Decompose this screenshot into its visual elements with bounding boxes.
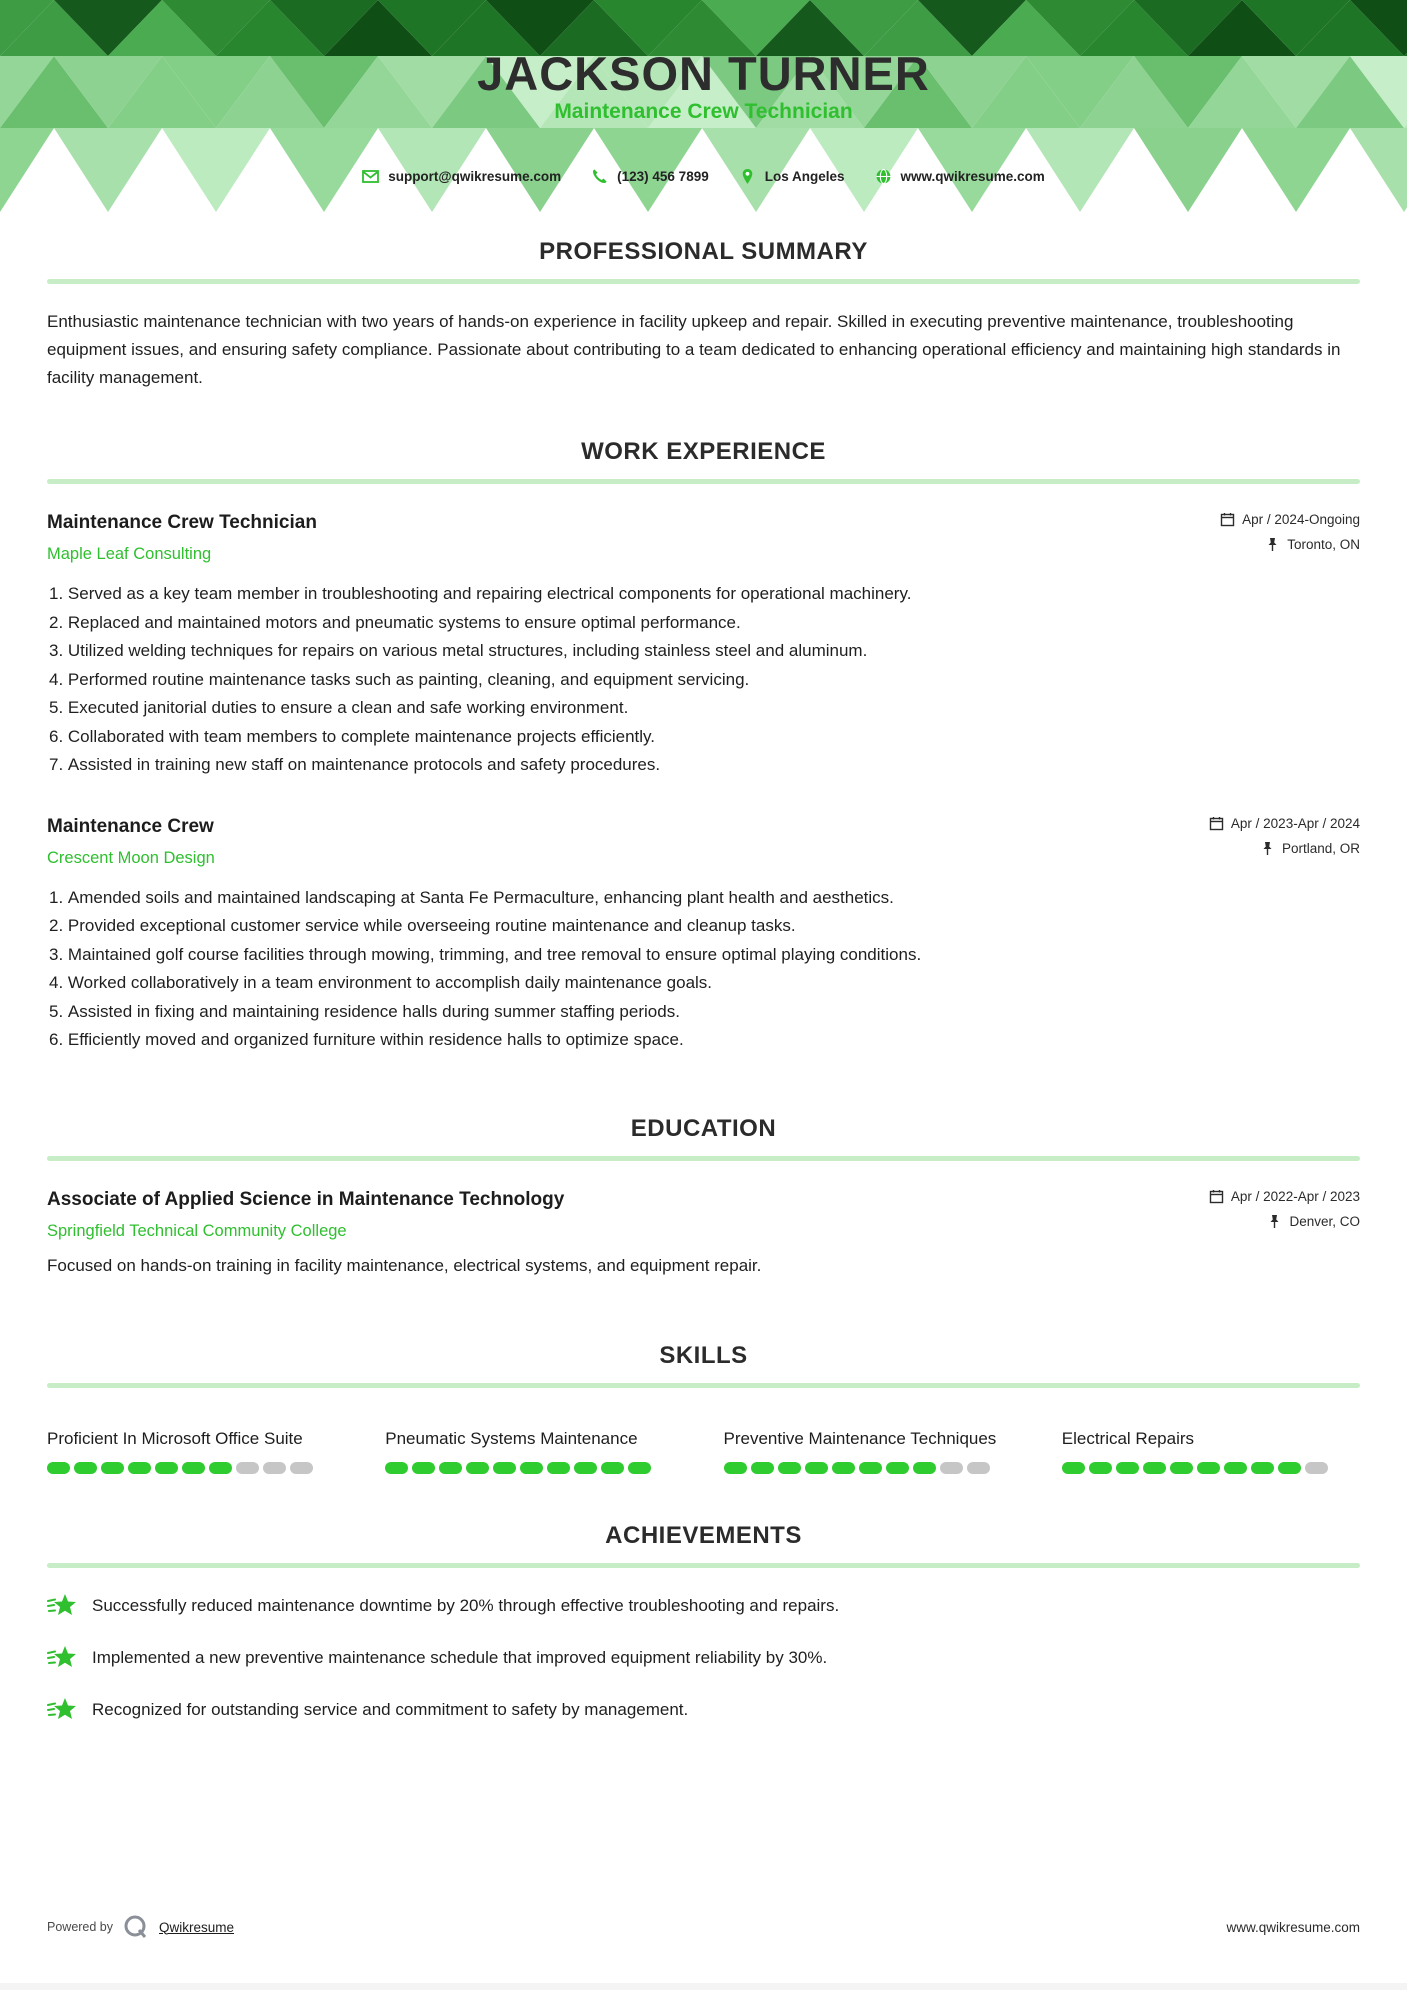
skill-dot-filled [574,1462,597,1474]
skill-dot-filled [493,1462,516,1474]
skill-dot-filled [385,1462,408,1474]
skill-dot-filled [128,1462,151,1474]
skill-dot-filled [101,1462,124,1474]
skill-dot-filled [466,1462,489,1474]
skill-dot-filled [439,1462,462,1474]
skill-level-meter [1062,1462,1360,1474]
skill-dot-filled [1089,1462,1112,1474]
section-work-experience [47,438,1360,1055]
job-bullet: 1. Served as a key team member in troubleshooting and repairing electrical components for operational machinery. [49,580,1360,609]
skill-level-meter [385,1462,683,1474]
job-bullet: 6. Efficiently moved and organized furniture within residence halls to optimize space. [49,1026,1360,1055]
skill-dot-filled [886,1462,909,1474]
skill-dot-filled [601,1462,624,1474]
summary-heading: PROFESSIONAL SUMMARY [539,238,868,265]
skill-dot-filled [724,1462,747,1474]
skills-grid [47,1426,1360,1474]
skill-level-meter [724,1462,1022,1474]
section-skills [47,1342,1360,1474]
job-bullet: 4. Performed routine maintenance tasks such as painting, cleaning, and equipment servicing. [49,666,1360,695]
job-bullet: 7. Assisted in training new staff on maintenance protocols and safety procedures. [49,751,1360,780]
skill-dot-filled [1224,1462,1247,1474]
contact-phone [591,168,709,185]
skill-dot-filled [751,1462,774,1474]
job-dates [1209,816,1360,831]
section-divider [47,479,1360,484]
skill-dot-filled [182,1462,205,1474]
pushpin-icon [1267,1214,1282,1229]
section-divider [47,279,1360,284]
achievements-list [47,1592,1360,1724]
skill-dot-empty [967,1462,990,1474]
skill-label: Electrical Repairs [1061,1428,1195,1448]
contact-email-text: support@qwikresume.com [388,169,562,184]
qwikresume-link[interactable]: Qwikresume [159,1919,235,1935]
education-location-text: Denver, CO [1289,1213,1360,1229]
skill-dot-empty [1305,1462,1328,1474]
job-title-subtitle: Maintenance Crew Technician [554,100,853,123]
contact-location-text: Los Angeles [764,169,845,184]
skill-dot-filled [209,1462,232,1474]
skill-dot-filled [1251,1462,1274,1474]
job-entry [47,816,1360,1055]
skill-item [1062,1426,1360,1474]
skill-dot-filled [1170,1462,1193,1474]
shooting-star-icon [47,1592,77,1620]
skill-label: Pneumatic Systems Maintenance [385,1428,638,1448]
skill-label: Proficient In Microsoft Office Suite [47,1428,303,1448]
contact-website [875,168,1045,185]
contact-website-text: www.qwikresume.com [900,169,1045,184]
skill-dot-filled [1143,1462,1166,1474]
job-company: Crescent Moon Design [47,848,215,867]
bottom-strip [0,1983,1407,1990]
skill-dot-filled [74,1462,97,1474]
education-location [1209,1214,1360,1229]
contact-email [362,168,561,185]
job-bullet: 5. Assisted in fixing and maintaining residence halls during summer staffing periods. [49,998,1360,1027]
skill-dot-filled [859,1462,882,1474]
location-pin-icon [739,168,756,185]
education-entry [47,1189,1360,1276]
skill-dot-filled [628,1462,651,1474]
job-company: Maple Leaf Consulting [47,545,212,563]
skill-dot-filled [1062,1462,1085,1474]
job-bullet: 4. Worked collaboratively in a team environment to accomplish daily maintenance goals. [49,969,1360,998]
contact-row [0,168,1407,185]
achievement-text: Recognized for outstanding service and commitment to safety by management. [92,1699,689,1719]
footer [47,1914,1360,1940]
shooting-star-icon [47,1644,77,1672]
job-bullet: 5. Executed janitorial duties to ensure a clean and safe working environment. [49,694,1360,723]
section-achievements [47,1522,1360,1724]
achievement-item [47,1696,1360,1724]
skill-dot-filled [1116,1462,1139,1474]
skill-item [724,1426,1022,1474]
job-location-text: Toronto, ON [1287,537,1360,552]
job-bullet-list [47,884,1360,1055]
achievement-item [47,1592,1360,1620]
job-entry [47,512,1360,780]
job-bullet: 2. Replaced and maintained motors and pneumatic systems to ensure optimal performance. [49,609,1360,638]
skill-dot-filled [520,1462,543,1474]
job-title: Maintenance Crew Technician [47,512,317,533]
skill-label: Preventive Maintenance Techniques [723,1428,997,1448]
section-divider [47,1563,1360,1568]
skill-item [47,1426,345,1474]
calendar-icon [1209,816,1224,831]
qwikresume-logo-icon [123,1914,149,1940]
skill-dot-empty [263,1462,286,1474]
job-dates-text: Apr / 2024-Ongoing [1242,512,1360,527]
skill-dot-filled [412,1462,435,1474]
achievement-item [47,1644,1360,1672]
job-location-text: Portland, OR [1281,840,1360,856]
contact-phone-text: (123) 456 7899 [617,169,709,184]
skill-dot-filled [1278,1462,1301,1474]
skills-heading: SKILLS [659,1341,748,1369]
skill-dot-empty [236,1462,259,1474]
skill-dot-filled [778,1462,801,1474]
section-professional-summary [47,238,1360,392]
job-dates-text: Apr / 2023-Apr / 2024 [1230,815,1360,831]
header [0,0,1407,212]
education-heading: EDUCATION [630,1114,777,1142]
skill-dot-filled [913,1462,936,1474]
section-divider [47,1383,1360,1388]
education-description: Focused on hands-on training in facility maintenance, electrical systems, and equipment repair. [47,1255,762,1275]
achievements-heading: ACHIEVEMENTS [605,1521,802,1549]
job-bullet: 2. Provided exceptional customer service while overseeing routine maintenance and cleanup tasks. [49,912,1360,941]
section-education [47,1115,1360,1276]
work-heading: WORK EXPERIENCE [581,438,826,465]
job-location [1209,841,1360,856]
skill-dot-empty [940,1462,963,1474]
section-divider [47,1156,1360,1161]
skill-dot-filled [155,1462,178,1474]
job-bullet-list [47,580,1360,780]
job-dates [1220,512,1360,527]
pushpin-icon [1265,537,1280,552]
skill-level-meter [47,1462,345,1474]
job-title: Maintenance Crew [47,815,214,837]
skill-dot-empty [290,1462,313,1474]
calendar-icon [1209,1189,1224,1204]
contact-location [739,168,845,185]
job-location [1220,537,1360,552]
education-dates [1209,1189,1360,1204]
school-name: Springfield Technical Community College [47,1221,347,1240]
summary-text: Enthusiastic maintenance technician with two years of hands-on experience in facility upkeep and repair. Skilled in executing preventive maintenance, troubleshooting equipment issues, and ensuring safety compliance. Passionate about contributing to a team dedicated to enhancing operational efficiency and maintaining high standards in facility management. [47,312,1341,387]
job-bullet: 3. Maintained golf course facilities through mowing, trimming, and tree removal to ensure optimal playing conditions. [49,941,1360,970]
pushpin-icon [1260,841,1275,856]
degree-title: Associate of Applied Science in Maintenance Technology [47,1188,565,1210]
page-title: JACKSON TURNER [477,47,930,100]
skill-dot-filled [1197,1462,1220,1474]
achievement-text: Successfully reduced maintenance downtime by 20% through effective troubleshooting and repairs. [92,1595,840,1615]
shooting-star-icon [47,1696,77,1724]
skill-dot-filled [47,1462,70,1474]
skill-dot-filled [832,1462,855,1474]
achievement-text: Implemented a new preventive maintenance schedule that improved equipment reliability by 30%. [92,1647,828,1667]
skill-dot-filled [805,1462,828,1474]
education-dates-text: Apr / 2022-Apr / 2023 [1230,1188,1360,1204]
job-bullet: 3. Utilized welding techniques for repairs on various metal structures, including stainless steel and aluminum. [49,637,1360,666]
footer-website: www.qwikresume.com [1226,1919,1360,1935]
job-bullet: 1. Amended soils and maintained landscaping at Santa Fe Permaculture, enhancing plant health and aesthetics. [49,884,1360,913]
skill-dot-filled [547,1462,570,1474]
powered-by-label: Powered by [47,1920,114,1934]
globe-icon [875,168,892,185]
phone-icon [591,168,608,185]
skill-item [385,1426,683,1474]
email-icon [362,168,379,185]
calendar-icon [1220,512,1235,527]
job-bullet: 6. Collaborated with team members to complete maintenance projects efficiently. [49,723,1360,752]
